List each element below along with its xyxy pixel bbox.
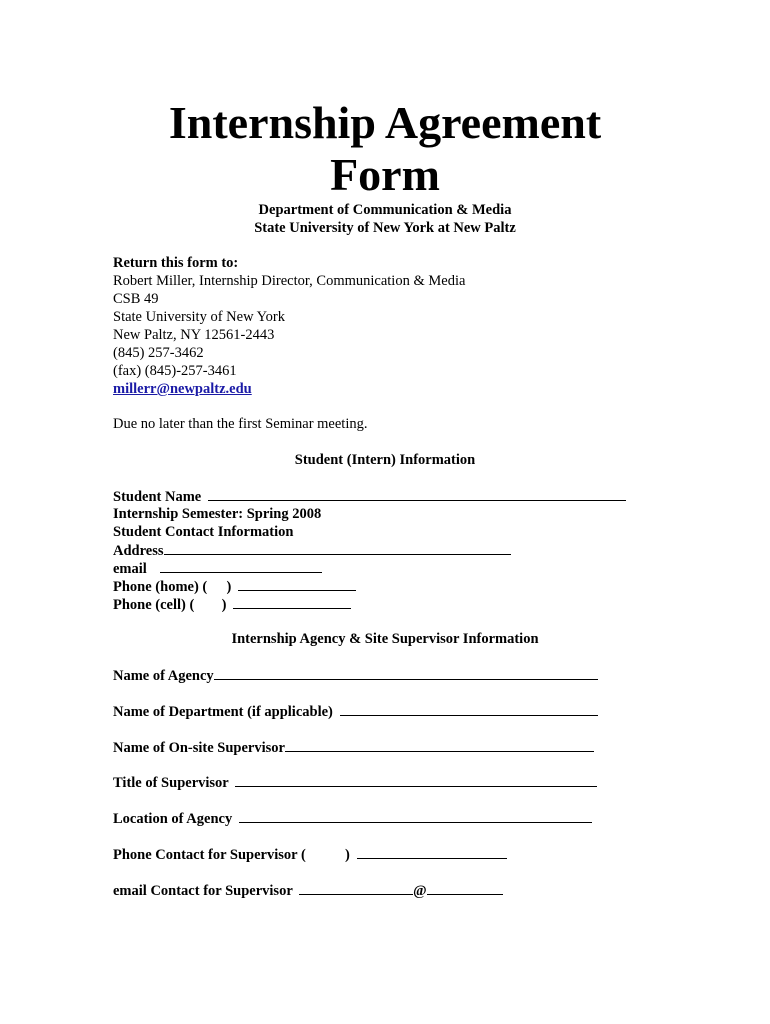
agency-location-field[interactable] xyxy=(239,809,592,823)
return-line: State University of New York xyxy=(113,309,285,325)
department-label: Name of Department (if applicable) xyxy=(113,704,333,720)
supervisor-email-at: @ xyxy=(413,883,427,899)
phone-cell-field[interactable] xyxy=(233,595,351,609)
phone-cell-area-code[interactable] xyxy=(198,596,218,609)
supervisor-row xyxy=(113,738,594,757)
agency-name-label: Name of Agency xyxy=(113,668,214,684)
supervisor-title-label: Title of Supervisor xyxy=(113,775,229,791)
return-line: CSB 49 xyxy=(113,291,159,307)
student-contact-heading: Student Contact Information xyxy=(113,524,294,540)
return-line: New Paltz, NY 12561-2443 xyxy=(113,327,275,343)
student-name-field[interactable] xyxy=(208,487,626,501)
phone-home-close: ) xyxy=(226,579,232,595)
form-title-line1: Internship Agreement xyxy=(168,97,602,148)
address-label: Address xyxy=(113,543,164,559)
department-name: Department of Communication & Media xyxy=(258,202,512,218)
student-name-row xyxy=(113,487,626,506)
supervisor-phone-field[interactable] xyxy=(357,845,507,859)
phone-cell-row xyxy=(113,595,351,614)
student-email-field[interactable] xyxy=(160,559,322,573)
supervisor-phone-label: Phone Contact for Supervisor ( xyxy=(113,847,306,863)
supervisor-title-row xyxy=(113,773,597,792)
agency-location-row xyxy=(113,809,592,828)
email-label: email xyxy=(113,561,147,577)
student-name-label: Student Name xyxy=(113,489,202,505)
return-line: (fax) (845)-257-3461 xyxy=(113,363,237,379)
contact-email-link[interactable]: millerr@newpaltz.edu xyxy=(113,381,252,397)
return-heading: Return this form to: xyxy=(113,255,239,271)
phone-cell-label: Phone (cell) ( xyxy=(113,597,195,613)
supervisor-email-row xyxy=(113,881,503,900)
supervisor-email-user-field[interactable] xyxy=(299,881,413,895)
supervisor-phone-area-code[interactable] xyxy=(309,846,341,859)
supervisor-label: Name of On-site Supervisor xyxy=(113,740,285,756)
supervisor-title-field[interactable] xyxy=(235,773,597,787)
phone-home-label: Phone (home) ( xyxy=(113,579,208,595)
supervisor-phone-row xyxy=(113,845,507,864)
agency-name-field[interactable] xyxy=(214,666,598,680)
supervisor-phone-close: ) xyxy=(345,847,350,863)
supervisor-name-field[interactable] xyxy=(285,738,594,752)
agency-name-row xyxy=(113,666,598,685)
student-section-heading: Student (Intern) Information xyxy=(294,452,476,468)
return-line: Robert Miller, Internship Director, Communication & Media xyxy=(113,273,466,289)
agency-location-label: Location of Agency xyxy=(113,811,233,827)
department-field[interactable] xyxy=(340,702,598,716)
phone-cell-close: ) xyxy=(221,597,227,613)
phone-home-area-code[interactable] xyxy=(211,578,223,591)
internship-semester: Internship Semester: Spring 2008 xyxy=(113,506,322,522)
email-row xyxy=(113,559,322,578)
phone-home-row xyxy=(113,577,356,596)
department-row xyxy=(113,702,598,721)
form-title-line2: Form xyxy=(330,149,440,200)
return-line: (845) 257-3462 xyxy=(113,345,204,361)
address-field[interactable] xyxy=(164,541,511,555)
address-row xyxy=(113,541,511,560)
agency-section-heading: Internship Agency & Site Supervisor Information xyxy=(231,631,539,647)
supervisor-email-domain-field[interactable] xyxy=(427,881,503,895)
due-note: Due no later than the first Seminar meeting. xyxy=(113,416,368,432)
phone-home-field[interactable] xyxy=(238,577,356,591)
supervisor-email-label: email Contact for Supervisor xyxy=(113,883,293,899)
university-name: State University of New York at New Paltz xyxy=(254,220,516,236)
